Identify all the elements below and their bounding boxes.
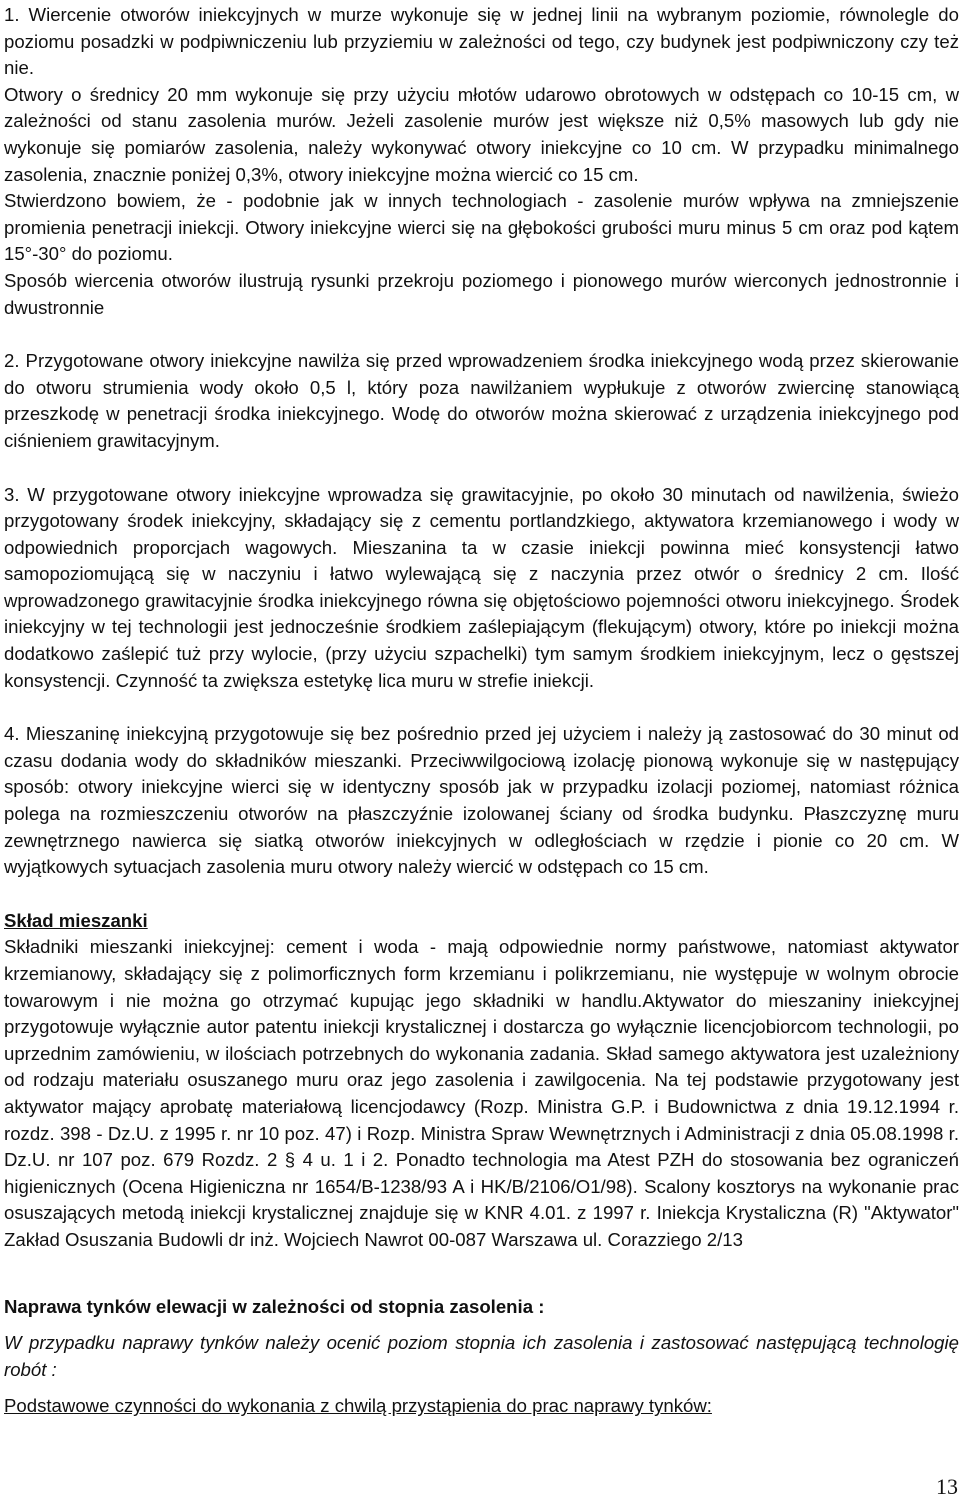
spacer <box>4 881 959 908</box>
paragraph-3: 3. W przygotowane otwory iniekcyjne wprowadza się grawitacyjnie, po około 30 minutach od nawilżenia, świeżo przygotowany środek iniekcyjny, składający się z cementu portlandzkiego, aktywatora krzemianowego i wody w odpowiednich proporcjach wagowych. Mieszanina ta w czasie iniekcji powinna mieć konsystencji łatwo samopoziomującą się w naczyniu i łatwo wylewającą się z naczynia przez otwór o średnicy 2 cm. Ilość wprowadzonego grawitacyjnie środka iniekcyjnego równa się objętościowo pojemności otworu iniekcyjnego. Środek iniekcyjny w tej technologii jest jednocześnie środkiem zaślepiającym (flekującym) otwory, które po iniekcji można dodatkowo zaślepić tuż przy wylocie, (przy użyciu szpachelki) tym samym środkiem iniekcyjnym, lecz o gęstszej konsystencji. Czynność ta zwiększa estetykę lica muru w strefie iniekcji. <box>4 483 959 691</box>
naprawa-intro: W przypadku naprawy tynków należy ocenić poziom stopnia ich zasolenia i zastosować następującą technologię robót : <box>4 1332 959 1380</box>
paragraph-2: 2. Przygotowane otwory iniekcyjne nawilża się przed wprowadzeniem środka iniekcyjnego wodą przez skierowanie do otworu strumienia wody około 0,5 l, który poza nawilżaniem wypłukuje z otworów zwiercinę stanowiącą przeszkodę w penetracji środka iniekcyjnego. Wodę do otworów można skierować z urządzenia iniekcyjnego pod ciśnieniem grawitacyjnym. <box>4 350 959 451</box>
spacer <box>4 1320 959 1330</box>
section-heading-naprawa: Naprawa tynków elewacji w zależności od stopnia zasolenia : <box>4 1295 545 1317</box>
naprawa-subheading: Podstawowe czynności do wykonania z chwilą przystąpienia do prac naprawy tynków: <box>4 1395 712 1417</box>
paragraph-1-intro: 1. Wiercenie otworów iniekcyjnych w murze wykonuje się w jednej linii na wybranym poziomie, równolegle do poziomu posadzki w podpiwniczeniu lub przyziemiu w zależności od tego, czy budynek jest podpiwniczony czy też nie. <box>4 4 959 79</box>
sklad-body: Składniki mieszanki iniekcyjnej: cement i woda - mają odpowiednie normy państwowe, natomiast aktywator krzemianowy, składający się z polimorficznych form krzemianu i polikrzemianu, nie występuje w wolnym obrocie towarowym i nie można go otrzymać kupując jego składniki w handlu.Aktywator do mieszaniny iniekcyjnej przygotowuje wyłącznie autor patentu iniekcji krystalicznej i dostarcza go wyłącznie licencjobiorcom technologii, po uprzednim zamówieniu, w ilościach potrzebnych do wykonania zadania. Skład samego aktywatora jest uzależniony od rodzaju materiału osuszanego muru oraz jego zasolenia i zawilgocenia. Na tej podstawie przygotowany jest aktywator mający aprobatę materiałową licencjodawcy (Rozp. Ministra G.P. i Budownictwa z dnia 19.12.1994 r. rozdz. 398 - Dz.U. z 1995 r. nr 10 poz. 47) i Rozp. Ministra Spraw Wewnętrznych i Administracji z dnia 05.08.1998 r. Dz.U. nr 107 poz. 679 Rozdz. 2 § 4 u. 1 i 2. Ponadto technologia ma Atest PZH do stosowania bez ograniczeń higienicznych (Ocena Higieniczna nr 1654/B-1238/93 A i HK/B/2106/O1/98). Scalony kosztorys na wykonanie prac osuszających metodą iniekcji krystalicznej znajduje się w KNR 4.01. z 1997 r. Iniekcja Krystaliczna (R) "Aktywator" Zakład Osuszania Budowli dr inż. Wojciech Nawrot 00-087 Warszawa ul. Corazziego 2/13 <box>4 936 959 1250</box>
section-heading-sklad: Skład mieszanki <box>4 909 148 931</box>
spacer <box>4 1254 959 1294</box>
spacer <box>4 455 959 482</box>
paragraph-1-salinity: Stwierdzono bowiem, że - podobnie jak w innych technologiach - zasolenie murów wpływa na zmniejszenie promienia penetracji iniekcji. Otwory iniekcyjne wierci się na głębokości grubości muru minus 5 cm oraz pod kątem 15°-30° do poziomu. <box>4 190 959 265</box>
spacer <box>4 1383 959 1393</box>
paragraph-4: 4. Mieszaninę iniekcyjną przygotowuje się bez pośrednio przed jej użyciem i należy ją zastosować do 30 minut od czasu dodania wody do składników mieszanki. Przeciwwilgociową izolację pionową wykonuje się w następujący sposób: otwory iniekcyjne wierci się w identyczny sposób jak w przypadku izolacji poziomej, natomiast różnica polega na rozmieszczeniu otworów na płaszczyźnie izolowanej ściany od środka budynku. Płaszczyznę muru zewnętrznego nawierca się siatką otworów iniekcyjnych w odległościach w rzędzie i pionie co 20 cm. W wyjątkowych sytuacjach zasolenia muru otwory należy wiercić w odstępach co 15 cm. <box>4 723 959 878</box>
paragraph-1-holes: Otwory o średnicy 20 mm wykonuje się przy użyciu młotów udarowo obrotowych w odstępach co 10-15 cm, w zależności od stanu zasolenia murów. Jeżeli zasolenie murów jest większe niż 0,5% masowych lub gdy nie wykonuje się pomiarów zasolenia, należy wykonywać otwory iniekcyjne co 10 cm. W przypadku minimalnego zasolenia, znacznie poniżej 0,3%, otwory iniekcyjne można wiercić co 15 cm. <box>4 83 959 185</box>
document-page <box>4 2 959 1420</box>
spacer <box>4 694 959 721</box>
page-number: 13 <box>936 1474 958 1499</box>
spacer <box>4 321 959 348</box>
paragraph-1-drawings: Sposób wiercenia otworów ilustrują rysunki przekroju poziomego i pionowego murów wierconych jednostronnie i dwustronnie <box>4 269 959 318</box>
